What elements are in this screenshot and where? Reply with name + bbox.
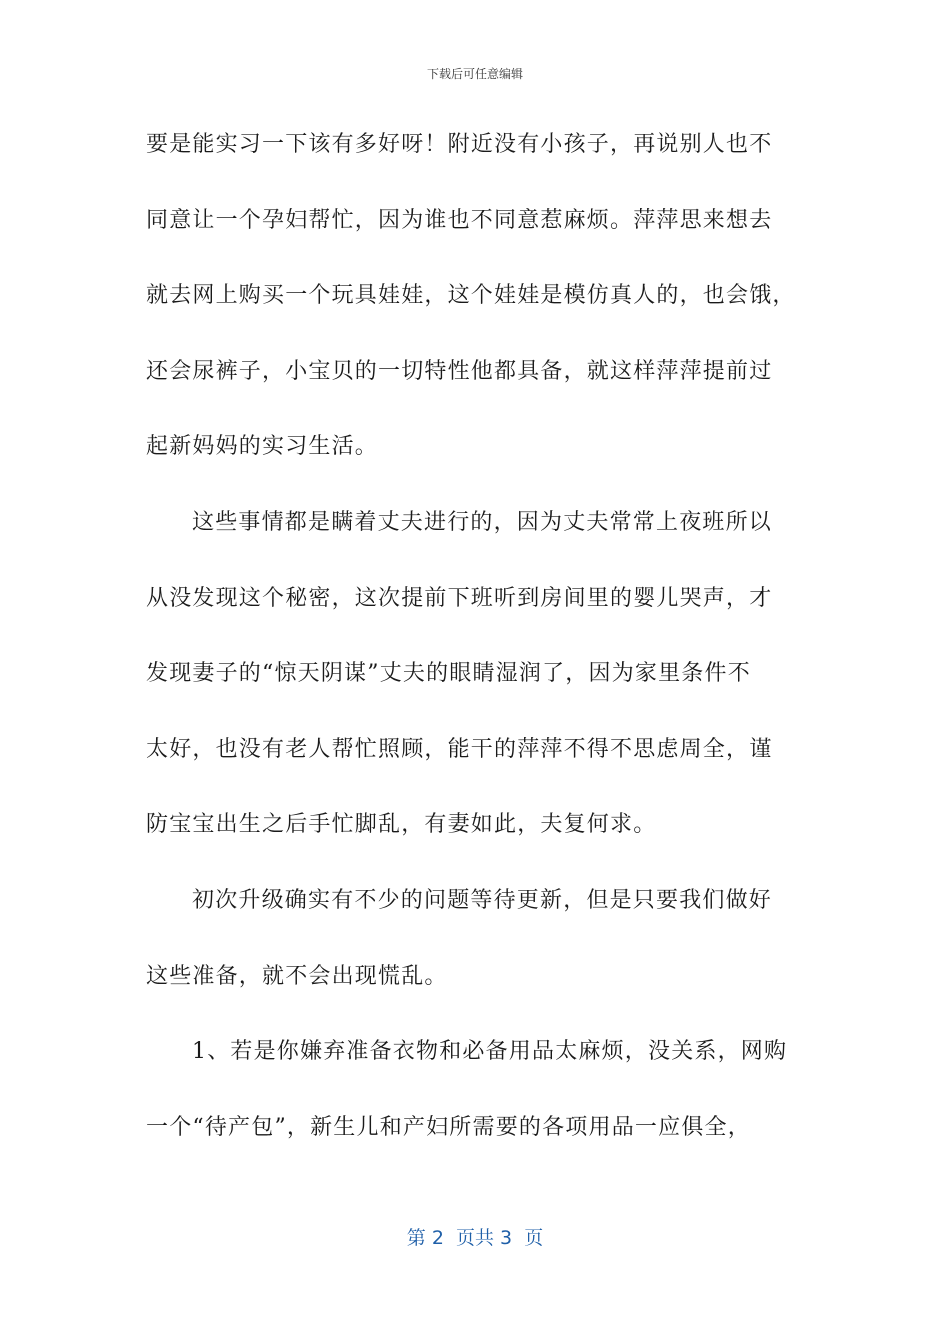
text-line: 就去网上购买一个玩具娃娃，这个娃娃是模仿真人的，也会饿， bbox=[146, 283, 796, 309]
text-line: 同意让一个孕妇帮忙，因为谁也不同意惹麻烦。萍萍思来想去 bbox=[146, 207, 773, 233]
text-line: 还会尿裤子，小宝贝的一切特性他都具备，就这样萍萍提前过 bbox=[146, 358, 773, 384]
text-line: 防宝宝出生之后手忙脚乱，有妻如此，夫复何求。 bbox=[146, 812, 657, 838]
text-line: 太好，也没有老人帮忙照顾，能干的萍萍不得不思虑周全，谨 bbox=[146, 736, 773, 762]
text-line: 1、若是你嫌弃准备衣物和必备用品太麻烦，没关系，网购 bbox=[192, 1039, 788, 1065]
text-line: 一个“待产包”，新生儿和产妇所需要的各项用品一应俱全， bbox=[146, 1114, 751, 1140]
page-footer-pagination: 第 2 页共 3 页 bbox=[406, 1227, 544, 1249]
document-body bbox=[146, 122, 806, 1180]
text-line: 从没发现这个秘密，这次提前下班听到房间里的婴儿哭声，才 bbox=[146, 585, 773, 611]
page-header: 下载后可任意编辑 bbox=[426, 67, 523, 81]
text-line: 发现妻子的“惊天阴谋”丈夫的眼睛湿润了，因为家里条件不 bbox=[146, 661, 751, 687]
text-line: 这些事情都是瞒着丈夫进行的，因为丈夫常常上夜班所以 bbox=[192, 509, 773, 535]
text-line: 要是能实习一下该有多好呀！附近没有小孩子，再说别人也不 bbox=[146, 132, 773, 157]
text-line: 这些准备，就不会出现慌乱。 bbox=[146, 963, 448, 989]
text-line: 起新妈妈的实习生活。 bbox=[146, 434, 379, 460]
text-line: 初次升级确实有不少的问题等待更新，但是只要我们做好 bbox=[192, 887, 773, 913]
